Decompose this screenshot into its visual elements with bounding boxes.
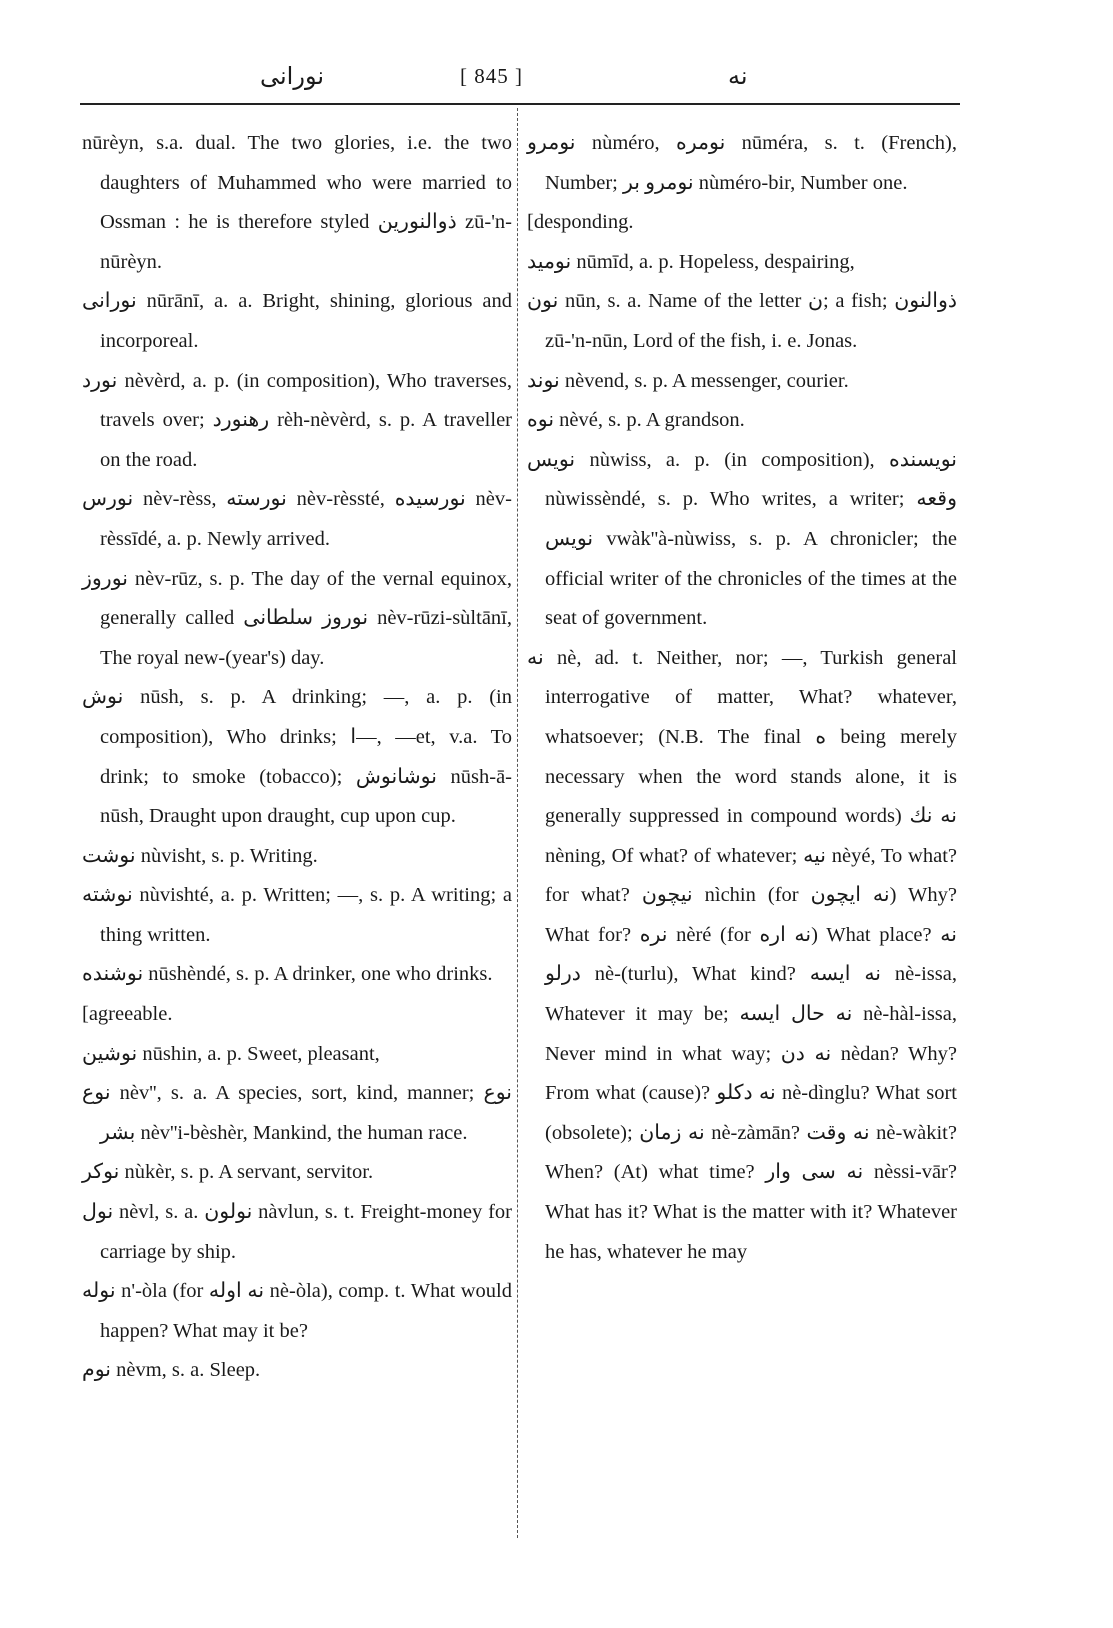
- header-right-word: نه: [728, 62, 748, 90]
- dictionary-entry: نويس nùwiss, a. p. (in composition), نويسنده nùwissèndé, s. p. Who writes, a writer; وقعه نويس vwàk''à-nùwiss, s. p. A chronicler; the official writer of the chronicles of the times at the seat of government.: [527, 448, 957, 630]
- dictionary-entry: نوشين nūshin, a. p. Sweet, pleasant,: [82, 1042, 380, 1065]
- header-rule: [80, 103, 960, 105]
- dictionary-entry: نوش nūsh, s. p. A drinking; —, a. p. (in composition), Who drinks; ا—, —et, v.a. To drink; to smoke (tobacco); نوشانوش nūsh-ā-nūsh, Draught upon draught, cup upon cup.: [82, 686, 513, 828]
- dictionary-entry: [agreeable.: [82, 1003, 173, 1026]
- dictionary-entry: نوع nèv'', s. a. A species, sort, kind, manner; نوع بشر nèv''i-bèshèr, Mankind, the human race.: [82, 1082, 512, 1144]
- dictionary-entry: نوشنده nūshèndé, s. p. A drinker, one who drinks.: [82, 963, 493, 986]
- page-header: [80, 62, 960, 98]
- dictionary-entry: نه nè, ad. t. Neither, nor; —, Turkish general interrogative of matter, What? whatever, whatsoever; (N.B. The final ه being merely necessary when the word stands alone, it is generally suppressed in compound words) نه نك nèning, Of what? of whatever; نيه nèyé, To what? for what? نيچون nìchin (for نه ايچون) Why? What for? نره nèré (for نه اره) What place? نه درلو nè-(turlu), What kind? نه ايسه nè-issa, Whatever it may be; نه حال ايسه nè-hàl-issa, Never mind in what way; نه دن nèdan? Why? From what (cause)? نه دكلو nè-dìnglu? What sort (obsolete); نه زمان nè-zàmān? نه وقت nè-wàkit? When? (At) what time? نه سى وار nèssi-vār? What has it? What is the matter with it? Whatever he has, whatever he may: [527, 646, 958, 1263]
- page-number: [ 845 ]: [460, 64, 523, 88]
- dictionary-entry: نوروز nèv-rūz, s. p. The day of the vernal equinox, generally called نوروز سلطانى nèv-rūzi-sùltānī, The royal new-(year's) day.: [82, 567, 512, 669]
- left-column: [82, 124, 512, 1391]
- dictionary-entry: نوميد nūmīd, a. p. Hopeless, despairing,: [527, 250, 855, 273]
- dictionary-entry: نون nūn, s. a. Name of the letter ن; a fish; ذوالنون zū-'n-nūn, Lord of the fish, i. e. Jonas.: [527, 290, 957, 352]
- dictionary-entry: [desponding.: [527, 211, 634, 234]
- dictionary-entry: نوم nèvm, s. a. Sleep.: [82, 1359, 261, 1382]
- dictionary-entry: نوشت nùvisht, s. p. Writing.: [82, 844, 318, 867]
- header-left-word: نورانی: [260, 62, 325, 90]
- dictionary-entry: نوه nèvé, s. p. A grandson.: [527, 409, 745, 432]
- dictionary-entry: nūrèyn, s.a. dual. The two glories, i.e. the two daughters of Muhammed who were married to Ossman : he is therefore styled ذوالنورين zū-'n-nūrèyn.: [82, 132, 513, 273]
- dictionary-entry: نورس nèv-rèss, نورسته nèv-rèssté, نورسيده nèv-rèssīdé, a. p. Newly arrived.: [82, 488, 512, 550]
- right-column: [527, 124, 957, 1272]
- dictionary-entry: نوشته nùvishté, a. p. Written; —, s. p. A writing; a thing written.: [82, 884, 512, 946]
- dictionary-entry: نورد nèvèrd, a. p. (in composition), Who traverses, travels over; رهنورد rèh-nèvèrd, s. p. A traveller on the road.: [82, 369, 512, 471]
- dictionary-entry: نومرو nùméro, نومره nūméra, s. t. (French), Number; نومرو بر nùméro-bir, Number one.: [527, 132, 957, 194]
- dictionary-entry: نول nèvl, s. a. نولون nàvlun, s. t. Freight-money for carriage by ship.: [82, 1201, 512, 1263]
- dictionary-entry: نوند nèvend, s. p. A messenger, courier.: [527, 369, 849, 392]
- dictionary-entry: نورانى nūrānī, a. a. Bright, shining, glorious and incorporeal.: [82, 290, 512, 352]
- column-divider: [517, 108, 518, 1538]
- dictionary-entry: نوكر nùkèr, s. p. A servant, servitor.: [82, 1161, 374, 1184]
- dictionary-entry: نوله n'-òla (for نه اوله nè-òla), comp. t. What would happen? What may it be?: [82, 1280, 513, 1342]
